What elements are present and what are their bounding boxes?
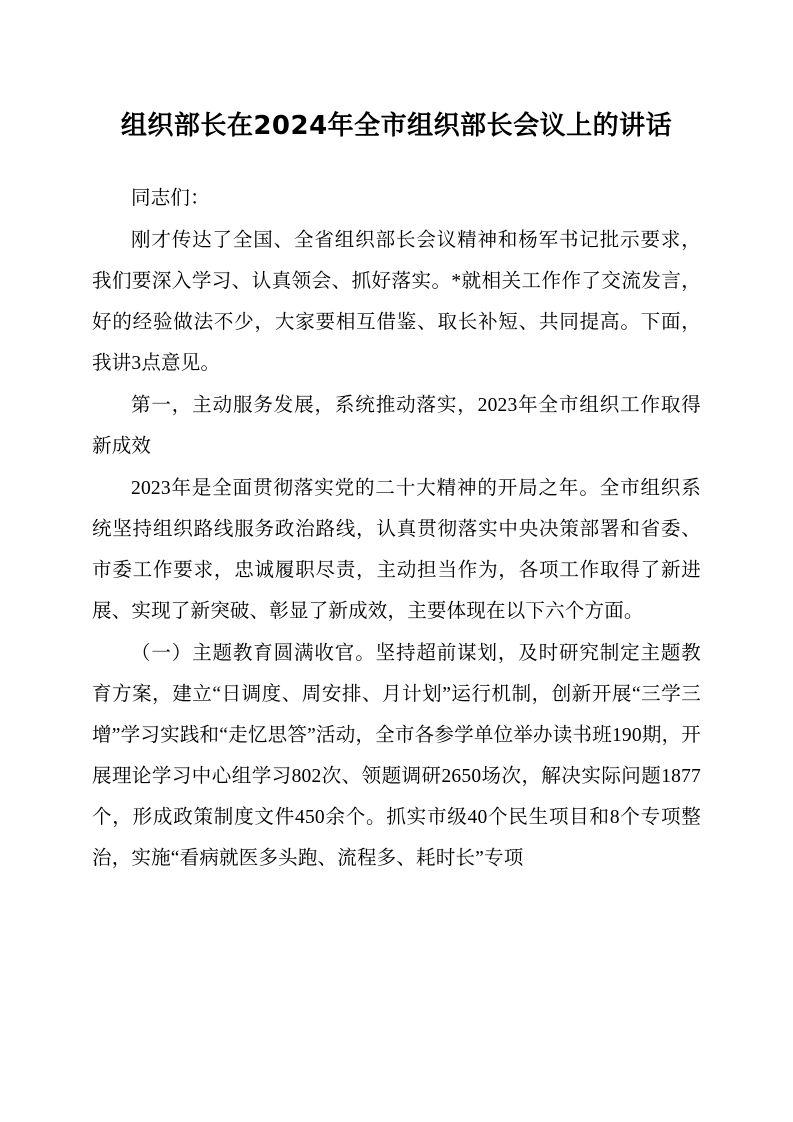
paragraph-section-heading-1: 第一，主动服务发展，系统推动落实，2023年全市组织工作取得新成效 (92, 395, 701, 457)
page-title: 组织部长在2024年全市组织部长会议上的讲话 (120, 111, 673, 141)
paragraph-body-1: 2023年是全面贯彻落实党的二十大精神的开局之年。全市组织系统坚持组织路线服务政治路线，认真贯彻落实中央决策部署和省委、市委工作要求，忠诚履职尽责，主动担当作为，各项工作取得了新进展、实现了新突破、彰显了新成效，主要体现在以下六个方面。 (92, 478, 701, 622)
paragraph-salutation: 同志们： (131, 188, 210, 209)
paragraph-body-2: （一）主题教育圆满收官。坚持超前谋划，及时研究制定主题教育方案，建立“日调度、周安排、月计划”运行机制，创新开展“三学三增”学习实践和“走忆思答”活动，全市各参学单位举办读书班190期，开展理论学习中心组学习802次、领题调研2650场次，解决实际问题1877个，形成政策制度文件450余个。抓实市级40个民生项目和8个专项整治，实施“看病就医多头跑、流程多、耗时长”专项 (92, 643, 701, 869)
paragraph-intro: 刚才传达了全国、全省组织部长会议精神和杨军书记批示要求，我们要深入学习、认真领会、抓好落实。*就相关工作作了交流发言，好的经验做法不少，大家要相互借鉴、取长补短、共同提高。下面，我讲3点意见。 (92, 230, 701, 374)
